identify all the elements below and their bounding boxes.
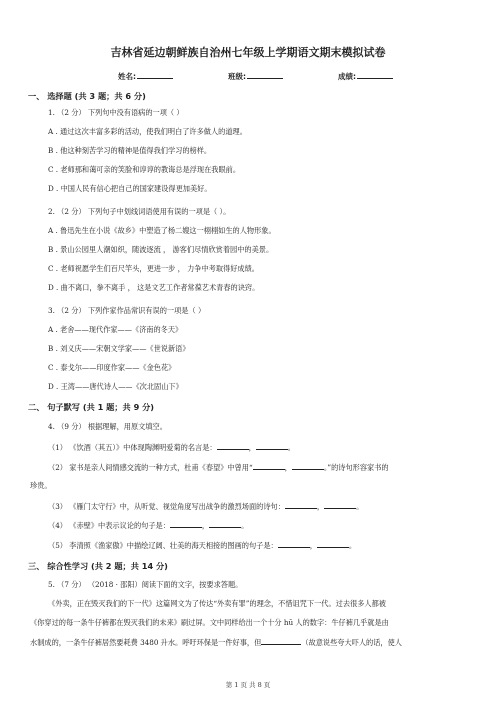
option-item[interactable]: A . 鲁迅先生在小说《故乡》中塑造了杨二嫂这一栩栩如生的人物形象。 <box>48 226 276 235</box>
option-item[interactable]: C . 老师祝愿学生们百尺竿头，更进一步 ， 力争中考取得好成绩。 <box>48 264 259 273</box>
answer-blank[interactable] <box>253 462 285 470</box>
answer-blank[interactable] <box>278 540 310 548</box>
name-blank[interactable] <box>137 70 173 79</box>
section-heading: 一、 选择题 (共 3 题；共 6 分) <box>28 91 146 101</box>
answer-blank[interactable] <box>170 520 202 528</box>
class-label: 班级: <box>228 72 246 81</box>
item-number: （5） <box>48 541 67 550</box>
passage-text: （故意说些夸大吓人的话，使人 <box>301 638 402 647</box>
option-item[interactable]: C . 老师那和蔼可亲的笑脸和谆谆的教诲总是浮现在我眼前。 <box>48 165 241 174</box>
option-item[interactable]: D . 中国人民有信心把自己的国家建设得更加美好。 <box>48 184 212 193</box>
option-item[interactable]: D . 曲不离口，拳不离手 ， 这是文艺工作者常葆艺术青春的诀窍。 <box>48 283 260 292</box>
item-text: 李清照《渔家傲》中描绘辽阔、壮美的海天相接的图画的句子是： <box>69 541 278 550</box>
fill-item: （1） 《饮酒（其五）》中体现陶渊明爱菊的名言是： ， 。 <box>48 443 295 452</box>
answer-blank[interactable] <box>285 501 317 509</box>
fill-item: （3） 《雁门太守行》中，从听觉、视觉角度写出战争的激烈场面的诗句： ， 。 <box>48 502 364 511</box>
answer-blank[interactable] <box>324 501 356 509</box>
fill-item: （4） 《赤壁》中表示议论的句子是： ， 。 <box>48 521 249 530</box>
class-blank[interactable] <box>247 70 283 79</box>
score-field <box>338 70 393 82</box>
item-text: 《饮酒（其五）》中体现陶渊明爱菊的名言是： <box>69 443 217 452</box>
answer-blank[interactable] <box>317 540 349 548</box>
item-continuation: 珍贵。 <box>30 481 52 490</box>
section-heading: 三、 综合性学习 (共 2 题；共 14 分) <box>28 561 168 571</box>
option-item[interactable]: A . 通过这次丰富多彩的活动，使我们明白了许多做人的道理。 <box>48 127 247 136</box>
score-blank[interactable] <box>357 70 393 79</box>
option-item[interactable]: A . 老舍——现代作家——《济南的冬天》 <box>48 325 183 334</box>
option-item[interactable]: D . 王湾——唐代诗人——《次北固山下》 <box>48 382 183 391</box>
item-text: 《赤壁》中表示议论的句子是： <box>69 521 170 530</box>
option-item[interactable]: B . 他这种刻苦学习的精神是值得我们学习的榜样。 <box>48 146 212 155</box>
question-stem: 5. （7 分） （2018 · 邵阳）阅读下面的文字，按要求答题。 <box>48 580 243 589</box>
option-item[interactable]: B . 景山公园里人潮如织，随波逐流 ， 游客们尽情欣赏着园中的美景。 <box>48 245 274 254</box>
item-number: （2） <box>48 463 67 472</box>
item-number: （3） <box>48 502 67 511</box>
name-label: 姓名: <box>118 72 136 81</box>
page-title: 吉林省延边朝鲜族自治州七年级上学期语文期末模拟试卷 <box>110 46 386 59</box>
name-field <box>118 70 173 82</box>
question-stem: 1. （2 分） 下列句中没有语病的一项（ ） <box>48 108 184 117</box>
passage-line <box>30 637 402 648</box>
score-label: 成绩: <box>338 72 356 81</box>
item-number: （1） <box>48 443 67 452</box>
passage-line: 《外卖，正在毁灭我们的下一代》这篇网文为了传达“外卖有罪”的理念，不惜诅咒下一代。过去很多人都被 <box>48 599 386 608</box>
section-heading: 二、 句子默写 (共 1 题；共 9 分) <box>28 402 155 412</box>
answer-blank[interactable] <box>261 637 301 645</box>
class-field <box>228 70 283 82</box>
fill-item: （5） 李清照《渔家傲》中描绘辽阔、壮美的海天相接的图画的句子是： ， 。 <box>48 541 357 550</box>
question-stem: 2. （2 分） 下列句子中划线词语使用有误的一项是（ ）。 <box>48 207 231 216</box>
item-text: 家书是亲人间情感交流的一种方式，杜甫《春望》中曾用“ <box>69 463 253 472</box>
page-footer: 第 1 页 共 8 页 <box>225 681 271 689</box>
item-text-tail: ”的诗句形容家书的 <box>327 463 389 472</box>
answer-blank[interactable] <box>209 520 241 528</box>
question-stem: 4. （9 分） 根据理解，用原文填空。 <box>48 422 167 431</box>
answer-blank[interactable] <box>217 442 249 450</box>
question-stem: 3. （2 分） 下列作家作品常识有误的一项是（ ） <box>48 306 206 315</box>
passage-line: 《你穿过的每一条牛仔裤都在毁灭我们的未来》刷过屏。文中同样给出一个十分 hū 人的数字：牛仔裤几乎就是由 <box>30 618 389 627</box>
item-number: （4） <box>48 521 67 530</box>
passage-text: 水制成的，一条牛仔裤居然要耗费 3480 升水。呼吁环保是一件好事，但 <box>30 638 262 647</box>
answer-blank[interactable] <box>256 442 288 450</box>
option-item[interactable]: C . 泰戈尔——印度作家——《金色花》 <box>48 363 176 372</box>
fill-item: （2） 家书是亲人间情感交流的一种方式，杜甫《春望》中曾用“ ， 。”的诗句形容家书的 <box>48 463 389 472</box>
answer-blank[interactable] <box>292 462 324 470</box>
item-text: 《雁门太守行》中，从听觉、视觉角度写出战争的激烈场面的诗句： <box>69 502 285 511</box>
option-item[interactable]: B . 刘义庆——宋朝文学家——《世说新语》 <box>48 344 190 353</box>
